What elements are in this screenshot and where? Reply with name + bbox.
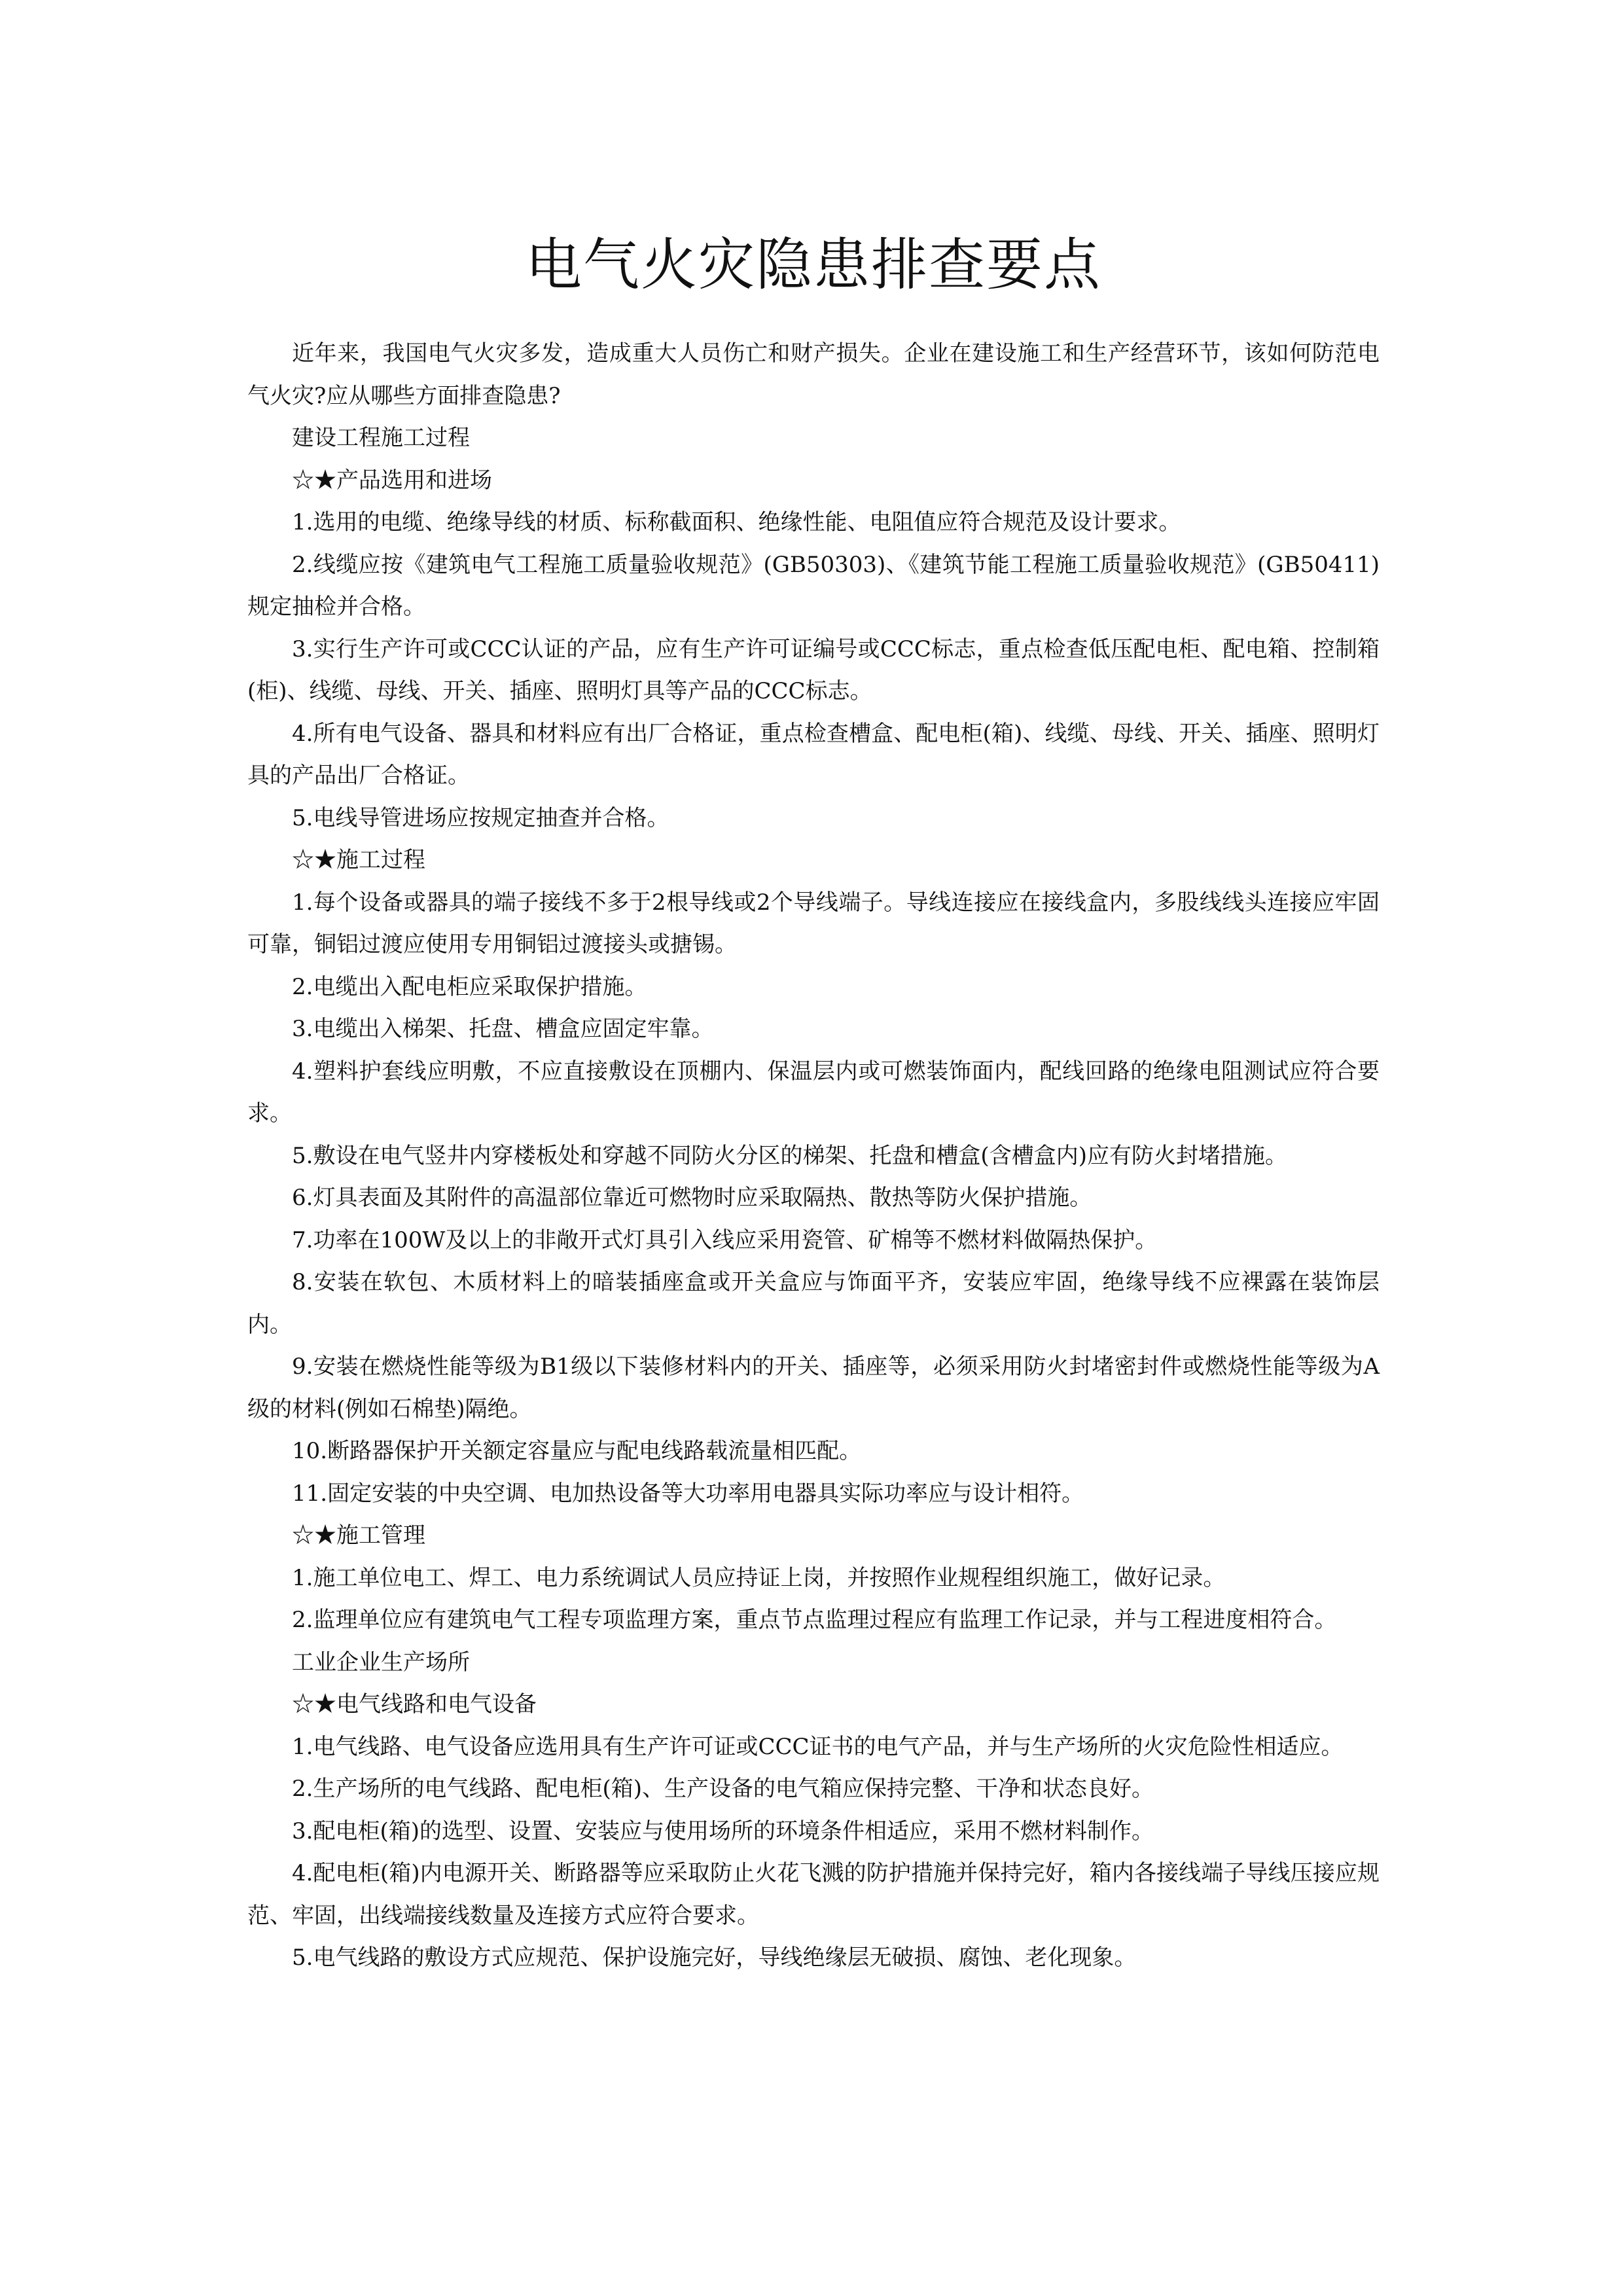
list-item: 8.安装在软包、木质材料上的暗装插座盒或开关盒应与饰面平齐，安装应牢固，绝缘导线不应裸露在装饰层内。 [247, 1269, 1380, 1338]
subheading-construction-management: ☆★施工管理 [292, 1522, 425, 1549]
list-item: 1.电气线路、电气设备应选用具有生产许可证或CCC证书的电气产品，并与生产场所的火灾危险性相适应。 [292, 1733, 1344, 1760]
list-item: 2.电缆出入配电柜应采取保护措施。 [292, 973, 647, 1000]
list-item: 5.电线导管进场应按规定抽查并合格。 [292, 804, 669, 831]
list-item: 3.电缆出入梯架、托盘、槽盒应固定牢靠。 [292, 1016, 714, 1042]
list-item: 4.所有电气设备、器具和材料应有出厂合格证，重点检查槽盒、配电柜(箱)、线缆、母线、开关、插座、照明灯具的产品出厂合格证。 [247, 720, 1380, 789]
list-item: 7.功率在100W及以上的非敞开式灯具引入线应采用瓷管、矿棉等不燃材料做隔热保护。 [292, 1227, 1158, 1253]
section-heading-industrial: 工业企业生产场所 [292, 1649, 470, 1676]
subheading-construction-process: ☆★施工过程 [292, 847, 425, 873]
list-item: 1.选用的电缆、绝缘导线的材质、标称截面积、绝缘性能、电阻值应符合规范及设计要求。 [292, 509, 1181, 535]
list-item: 6.灯具表面及其附件的高温部位靠近可燃物时应采取隔热、散热等防火保护措施。 [292, 1185, 1092, 1211]
list-item: 3.配电柜(箱)的选型、设置、安装应与使用场所的环境条件相适应，采用不燃材料制作。 [292, 1818, 1154, 1844]
list-item: 11.固定安装的中央空调、电加热设备等大功率用电器具实际功率应与设计相符。 [292, 1480, 1084, 1507]
list-item: 5.敷设在电气竖井内穿楼板处和穿越不同防火分区的梯架、托盘和槽盒(含槽盒内)应有防火封堵措施。 [292, 1142, 1287, 1169]
list-item: 1.施工单位电工、焊工、电力系统调试人员应持证上岗，并按照作业规程组织施工，做好记录。 [292, 1564, 1226, 1591]
list-item: 9.安装在燃烧性能等级为B1级以下装修材料内的开关、插座等，必须采用防火封堵密封件或燃烧性能等级为A级的材料(例如石棉垫)隔绝。 [247, 1354, 1380, 1422]
list-item: 2.监理单位应有建筑电气工程专项监理方案，重点节点监理过程应有监理工作记录，并与工程进度相符合。 [292, 1607, 1337, 1633]
list-item: 5.电气线路的敷设方式应规范、保护设施完好，导线绝缘层无破损、腐蚀、老化现象。 [292, 1945, 1137, 1971]
list-item: 10.断路器保护开关额定容量应与配电线路载流量相匹配。 [292, 1438, 862, 1464]
list-item: 4.配电柜(箱)内电源开关、断路器等应采取防止火花飞溅的防护措施并保持完好，箱内各接线端子导线压接应规范、牢固，出线端接线数量及连接方式应符合要求。 [247, 1860, 1380, 1929]
section-heading-construction: 建设工程施工过程 [292, 425, 470, 451]
list-item: 4.塑料护套线应明敷，不应直接敷设在顶棚内、保温层内或可燃装饰面内，配线回路的绝缘电阻测试应符合要求。 [247, 1058, 1380, 1126]
intro-paragraph: 近年来，我国电气火灾多发，造成重大人员伤亡和财产损失。企业在建设施工和生产经营环节，该如何防范电气火灾?应从哪些方面排查隐患? [247, 340, 1380, 409]
list-item: 2.线缆应按《建筑电气工程施工质量验收规范》(GB50303)、《建筑节能工程施工质量验收规范》(GB50411)规定抽检并合格。 [247, 551, 1380, 620]
list-item: 2.生产场所的电气线路、配电柜(箱)、生产设备的电气箱应保持完整、干净和状态良好。 [292, 1776, 1154, 1802]
list-item: 1.每个设备或器具的端子接线不多于2根导线或2个导线端子。导线连接应在接线盒内，多股线线头连接应牢固可靠，铜铝过渡应使用专用铜铝过渡接头或搪锡。 [247, 889, 1380, 958]
subheading-product-selection: ☆★产品选用和进场 [292, 467, 492, 493]
subheading-electrical-lines: ☆★电气线路和电气设备 [292, 1691, 537, 1717]
list-item: 3.实行生产许可或CCC认证的产品，应有生产许可证编号或CCC标志，重点检查低压配电柜、配电箱、控制箱(柜)、线缆、母线、开关、插座、照明灯具等产品的CCC标志。 [247, 636, 1380, 704]
page-title: 电气火灾隐患排查要点 [526, 232, 1101, 298]
document-page [247, 223, 1380, 1979]
